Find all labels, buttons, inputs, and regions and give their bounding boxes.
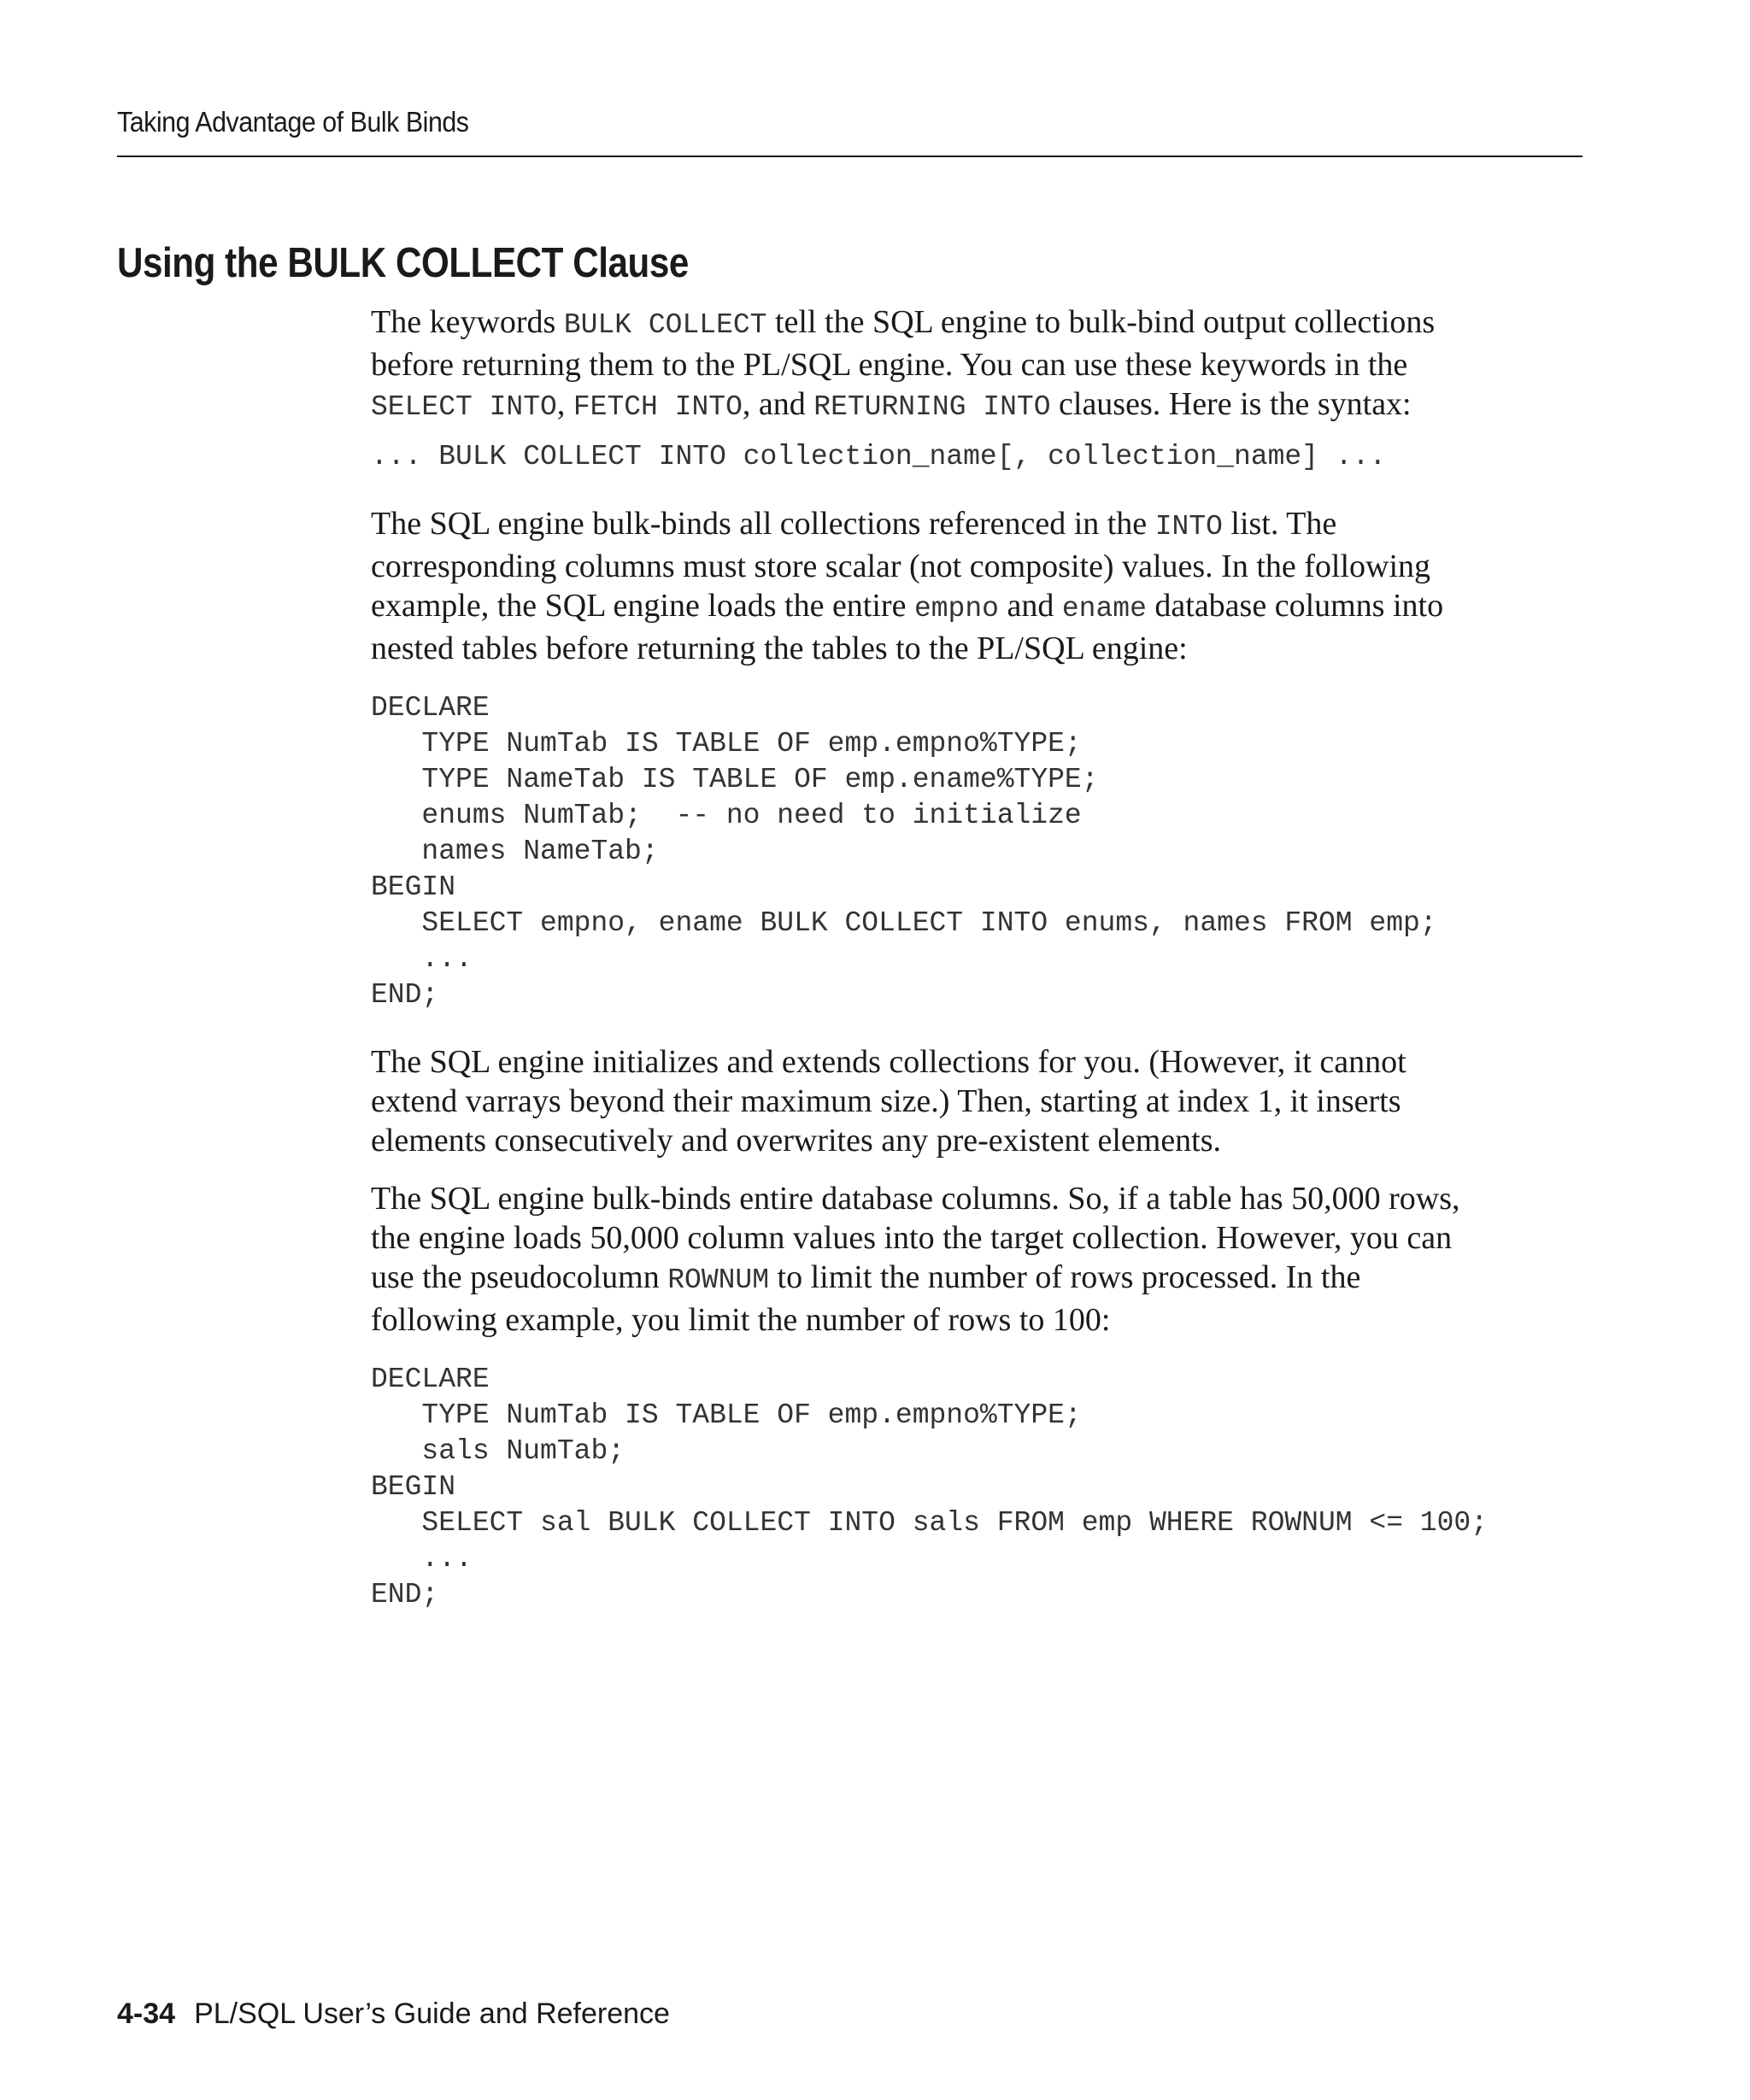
code-line: enums NumTab; -- no need to initialize (371, 800, 1082, 831)
text-run: list. The (1222, 506, 1337, 542)
code-line: DECLARE (371, 1364, 490, 1395)
section-content (371, 302, 1584, 1613)
paragraph-line: before returning them to the PL/SQL engine. You can use these keywords in the (371, 347, 1408, 383)
paragraph-bulk-binds-into (371, 504, 1584, 668)
code-line: names NameTab; (371, 836, 659, 867)
paragraph-line: The SQL engine bulk-binds entire database columns. So, if a table has 50,000 rows, (371, 1181, 1460, 1217)
text-run: The SQL engine bulk-binds all collections referenced in the (371, 506, 1155, 542)
running-header: Taking Advantage of Bulk Binds (117, 106, 469, 138)
paragraph-rownum (371, 1179, 1584, 1340)
paragraph-line: The SQL engine initializes and extends collections for you. (However, it cannot (371, 1044, 1406, 1080)
code-term-empno: empno (913, 593, 999, 625)
paragraph-line: elements consecutively and overwrites any pre-existent elements. (371, 1123, 1222, 1159)
paragraph-line: the engine loads 50,000 column values into the target collection. However, you can (371, 1220, 1453, 1256)
code-line: SELECT empno, ename BULK COLLECT INTO enums, names FROM emp; (371, 907, 1437, 939)
code-line: SELECT sal BULK COLLECT INTO sals FROM emp WHERE ROWNUM <= 100; (371, 1507, 1489, 1539)
paragraph-line: nested tables before returning the tables to the PL/SQL engine: (371, 631, 1188, 666)
paragraph-line (371, 504, 1584, 547)
code-line: ... (371, 943, 473, 975)
text-run: and (998, 588, 1062, 624)
code-line: sals NumTab; (371, 1435, 625, 1467)
code-line: ... (371, 1543, 473, 1575)
paragraph-intro (371, 302, 1584, 427)
book-title: PL/SQL User’s Guide and Reference (194, 1997, 670, 2030)
text-run: , and (742, 386, 814, 422)
code-line: TYPE NumTab IS TABLE OF emp.empno%TYPE; (371, 1399, 1082, 1431)
page-number: 4-34 (117, 1997, 176, 2030)
text-run: tell the SQL engine to bulk-bind output collections (766, 304, 1436, 340)
paragraph-line: corresponding columns must store scalar (not composite) values. In the following (371, 548, 1431, 584)
text-run: , (556, 386, 573, 422)
text-run: database columns into (1146, 588, 1444, 624)
code-example-bulk-collect (371, 690, 1584, 1013)
code-term-ename: ename (1061, 593, 1147, 625)
text-run: use the pseudocolumn (371, 1259, 668, 1295)
text-run: clauses. Here is the syntax: (1050, 386, 1412, 422)
paragraph-line (371, 586, 1584, 629)
code-line: BEGIN (371, 1471, 456, 1503)
text-run: The keywords (371, 304, 564, 340)
header-rule (117, 155, 1583, 157)
paragraph-line (371, 384, 1584, 427)
paragraph-line: extend varrays beyond their maximum size.) Then, starting at index 1, it inserts (371, 1083, 1401, 1119)
paragraph-line: following example, you limit the number of rows to 100: (371, 1302, 1111, 1338)
text-run: to limit the number of rows processed. In the (769, 1259, 1361, 1295)
code-line: END; (371, 979, 439, 1011)
page-footer (117, 1997, 670, 2031)
code-example-rownum (371, 1362, 1584, 1613)
code-term-into: INTO (1154, 511, 1223, 543)
code-line: END; (371, 1579, 439, 1610)
code-term-bulk-collect: BULK COLLECT (563, 309, 767, 341)
paragraph-line (371, 302, 1584, 345)
code-term-select-into: SELECT INTO (371, 391, 557, 423)
code-line: TYPE NumTab IS TABLE OF emp.empno%TYPE; (371, 728, 1082, 760)
code-line: BEGIN (371, 871, 456, 903)
code-line: ... BULK COLLECT INTO collection_name[, collection_name] ... (371, 441, 1387, 472)
code-term-fetch-into: FETCH INTO (573, 391, 743, 423)
code-line: DECLARE (371, 692, 490, 724)
section-title: Using the BULK COLLECT Clause (117, 240, 689, 286)
paragraph-line (371, 1258, 1584, 1300)
code-line: TYPE NameTab IS TABLE OF emp.ename%TYPE; (371, 764, 1099, 795)
code-term-rownum: ROWNUM (667, 1264, 770, 1296)
code-term-returning-into: RETURNING INTO (813, 391, 1051, 423)
syntax-example (371, 439, 1584, 475)
text-run: example, the SQL engine loads the entire (371, 588, 914, 624)
paragraph-initializes (371, 1042, 1584, 1160)
